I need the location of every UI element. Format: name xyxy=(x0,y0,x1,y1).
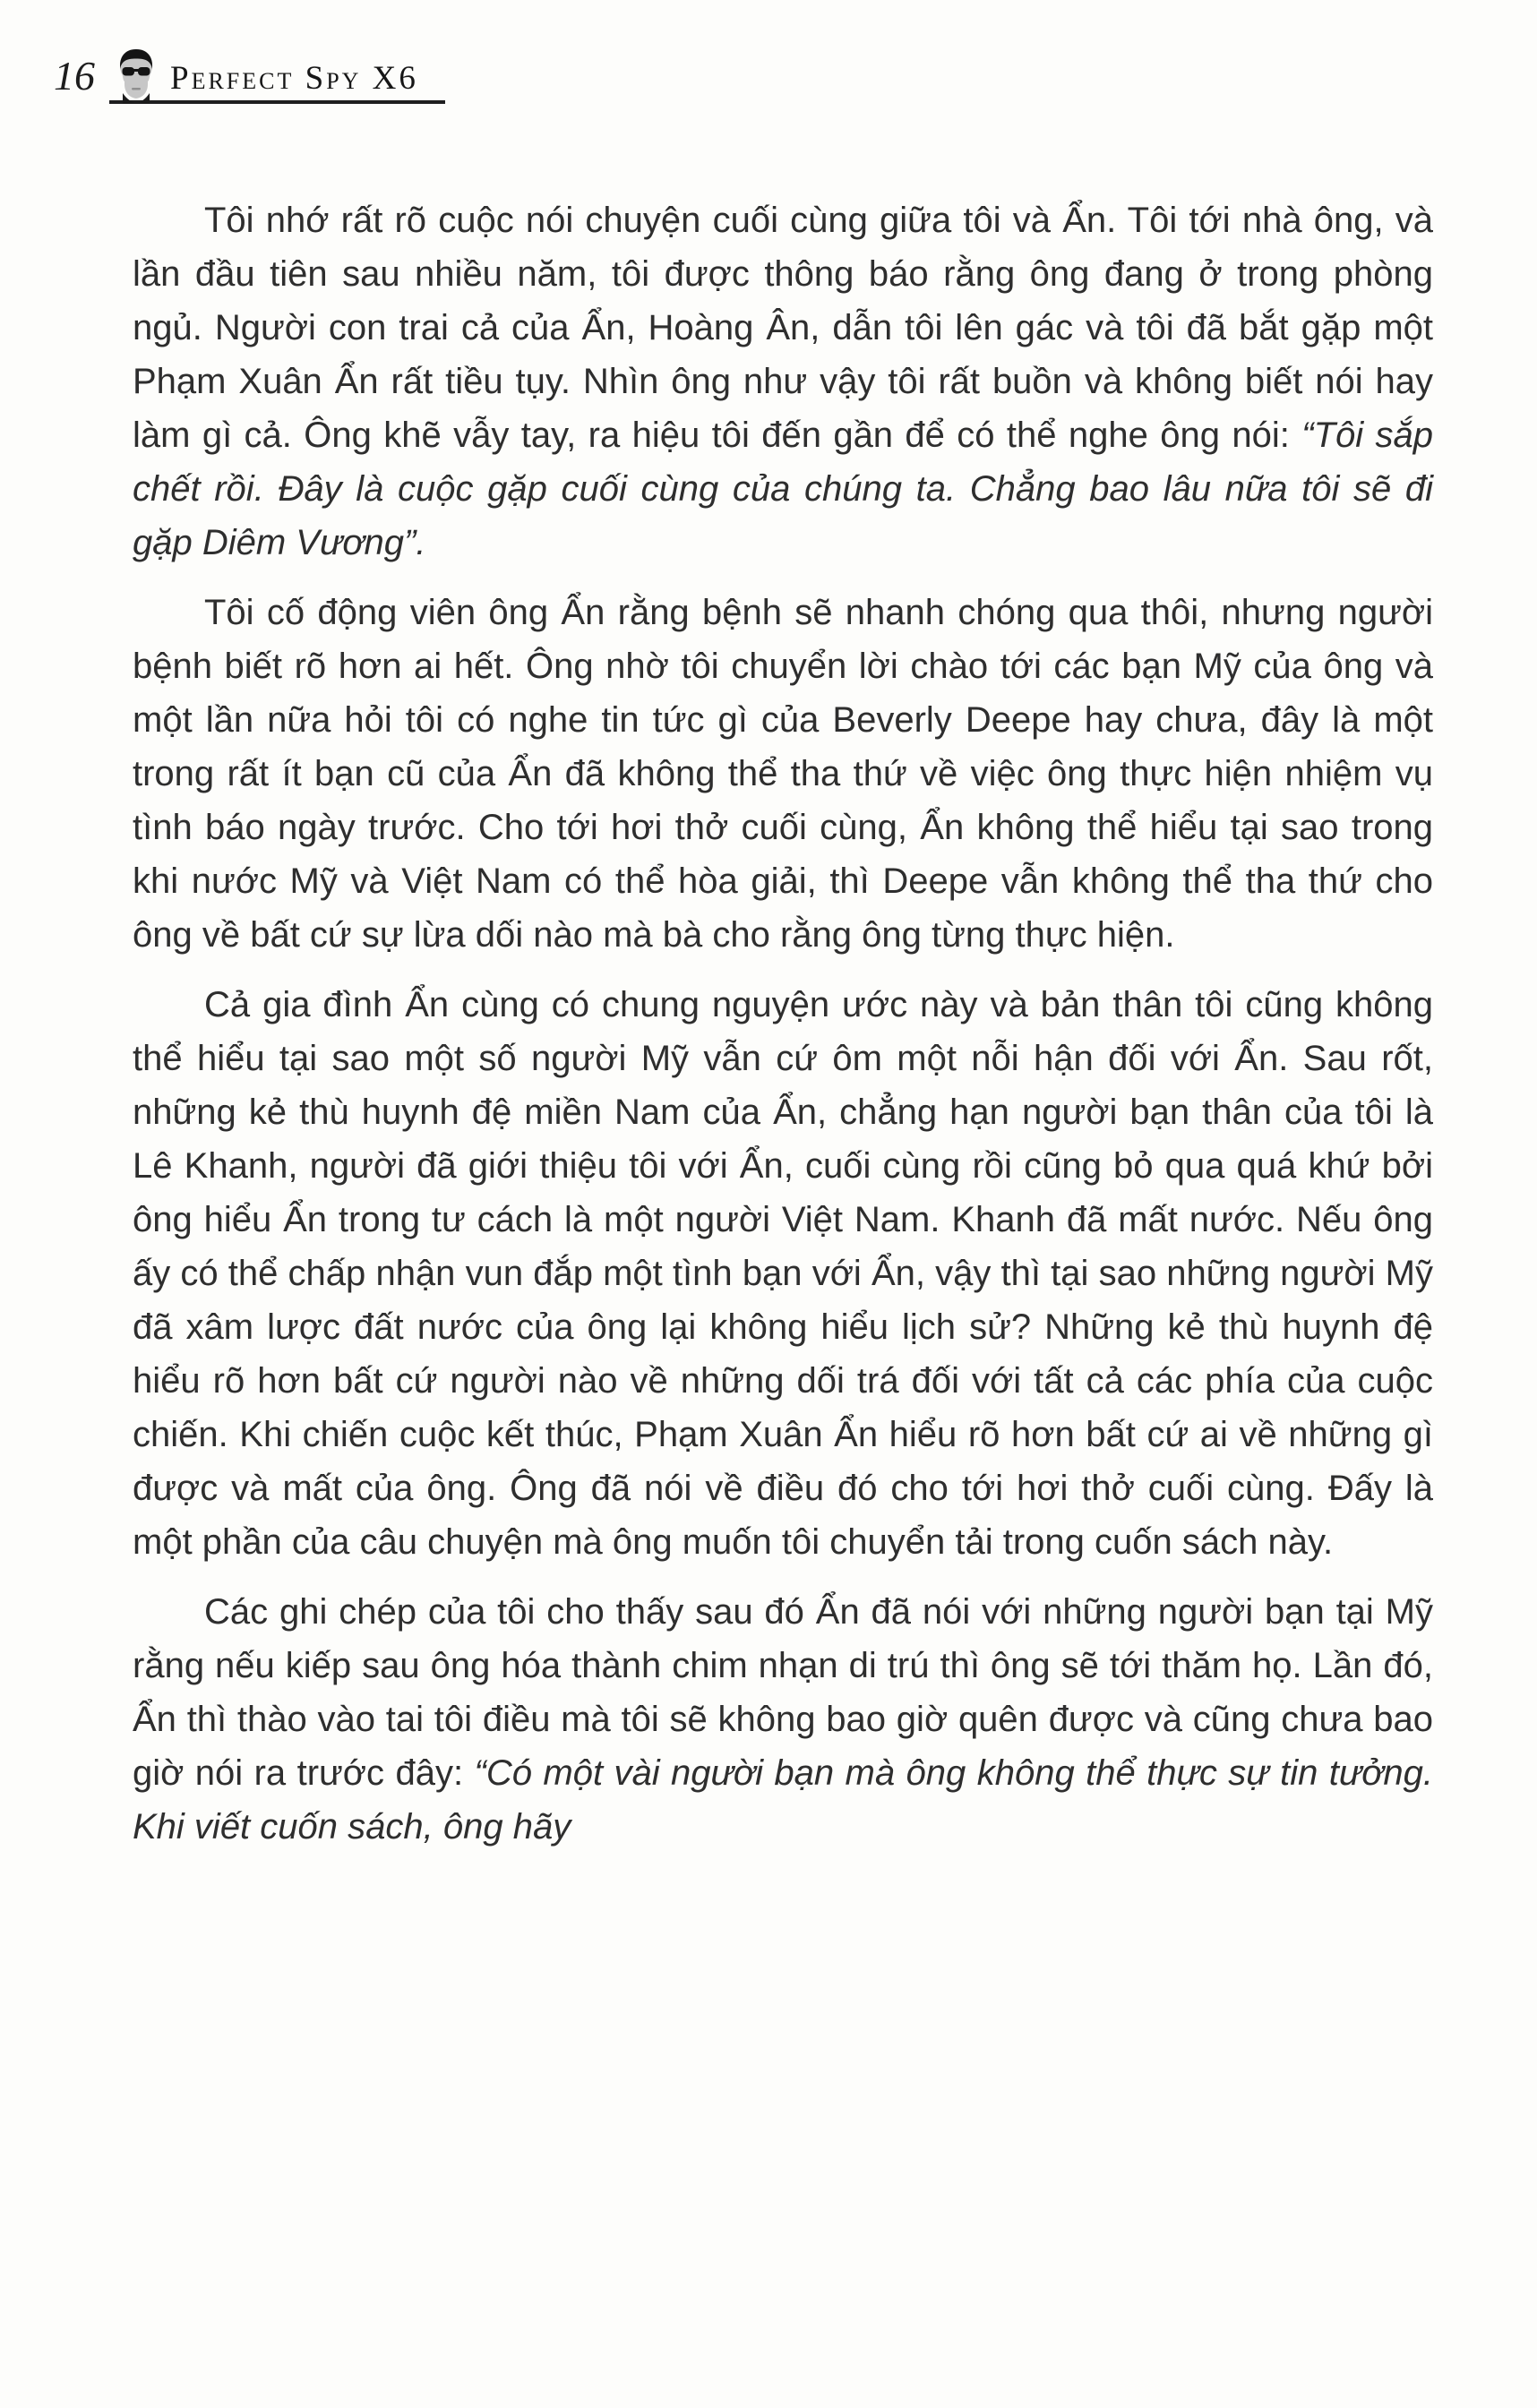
spy-face-icon xyxy=(113,47,159,104)
body-text: Cả gia đình Ẩn cùng có chung nguyện ước này và bản thân tôi cũng không thể hiểu tại sao một số người Mỹ vẫn cứ ôm một nỗi hận đối với Ẩn. Sau rốt, những kẻ thù huynh đệ miền Nam của Ẩn, chẳng hạn người bạn thân của tôi là Lê Khanh, người đã giới thiệu tôi với Ẩn, cuối cùng rồi cũng bỏ qua quá khứ bởi ông hiểu Ẩn trong tư cách là một người Việt Nam. Khanh đã mất nước. Nếu ông ấy có thể chấp nhận vun đắp một tình bạn với Ẩn, vậy thì tại sao những người Mỹ đã xâm lược đất nước của ông lại không hiểu lịch sử? Những kẻ thù huynh đệ hiểu rõ hơn bất cứ người nào về những dối trá đối với tất cả các phía của cuộc chiến. Khi chiến cuộc kết thúc, Phạm Xuân Ẩn hiểu rõ hơn bất cứ ai về những gì được và mất của ông. Ông đã nói về điều đó cho tới hơi thở cuối cùng. Đấy là một phần của câu chuyện mà ông muốn tôi chuyển tải trong cuốn sách này. xyxy=(133,985,1433,1562)
book-brand xyxy=(109,39,445,104)
body-text: Tôi cố động viên ông Ẩn rằng bệnh sẽ nhanh chóng qua thôi, nhưng người bệnh biết rõ hơn ai hết. Ông nhờ tôi chuyển lời chào tới các bạn Mỹ của ông và một lần nữa hỏi tôi có nghe tin tức gì của Beverly Deepe hay chưa, đây là một trong rất ít bạn cũ của Ẩn đã không thể tha thứ về việc ông thực hiện nhiệm vụ tình báo ngày trước. Cho tới hơi thở cuối cùng, Ẩn không thể hiểu tại sao trong khi nước Mỹ và Việt Nam có thể hòa giải, thì Deepe vẫn không thể tha thứ cho ông về bất cứ sự lừa dối nào mà bà cho rằng ông từng thực hiện. xyxy=(133,593,1433,955)
paragraph xyxy=(133,586,1433,962)
paragraph xyxy=(133,978,1433,1569)
body-text: Các ghi chép của tôi cho thấy sau đó Ẩn đã nói với những người bạn tại Mỹ rằng nếu kiếp sau ông hóa thành chim nhạn di trú thì ông sẽ tới thăm họ. Lần đó, Ẩn thì thào vào tai tôi điều mà tôi sẽ không bao giờ quên được và cũng chưa bao giờ nói ra trước đây: xyxy=(133,1592,1433,1793)
quoted-speech-text: “Có một vài người bạn mà ông không thể thực sự tin tưởng. Khi viết cuốn sách, ông hãy xyxy=(133,1753,1433,1847)
body-text: Tôi nhớ rất rõ cuộc nói chuyện cuối cùng giữa tôi và Ẩn. Tôi tới nhà ông, và lần đầu tiên sau nhiều năm, tôi được thông báo rằng ông đang ở trong phòng ngủ. Người con trai cả của Ẩn, Hoàng Ân, dẫn tôi lên gác và tôi đã bắt gặp một Phạm Xuân Ẩn rất tiều tụy. Nhìn ông như vậy tôi rất buồn và không biết nói hay làm gì cả. Ông khẽ vẫy tay, ra hiệu tôi đến gần để có thể nghe ông nói: xyxy=(133,201,1433,455)
page-number: 16 xyxy=(54,53,95,99)
paragraph xyxy=(133,1585,1433,1854)
page-header xyxy=(54,39,445,104)
quoted-speech-text: “Tôi sắp chết rồi. Đây là cuộc gặp cuối cùng của chúng ta. Chẳng bao lâu nữa tôi sẽ đi gặp Diêm Vương”. xyxy=(133,416,1434,562)
book-title: Perfect Spy X6 xyxy=(170,60,418,97)
paragraph xyxy=(133,193,1433,570)
page-body xyxy=(133,193,1433,1870)
